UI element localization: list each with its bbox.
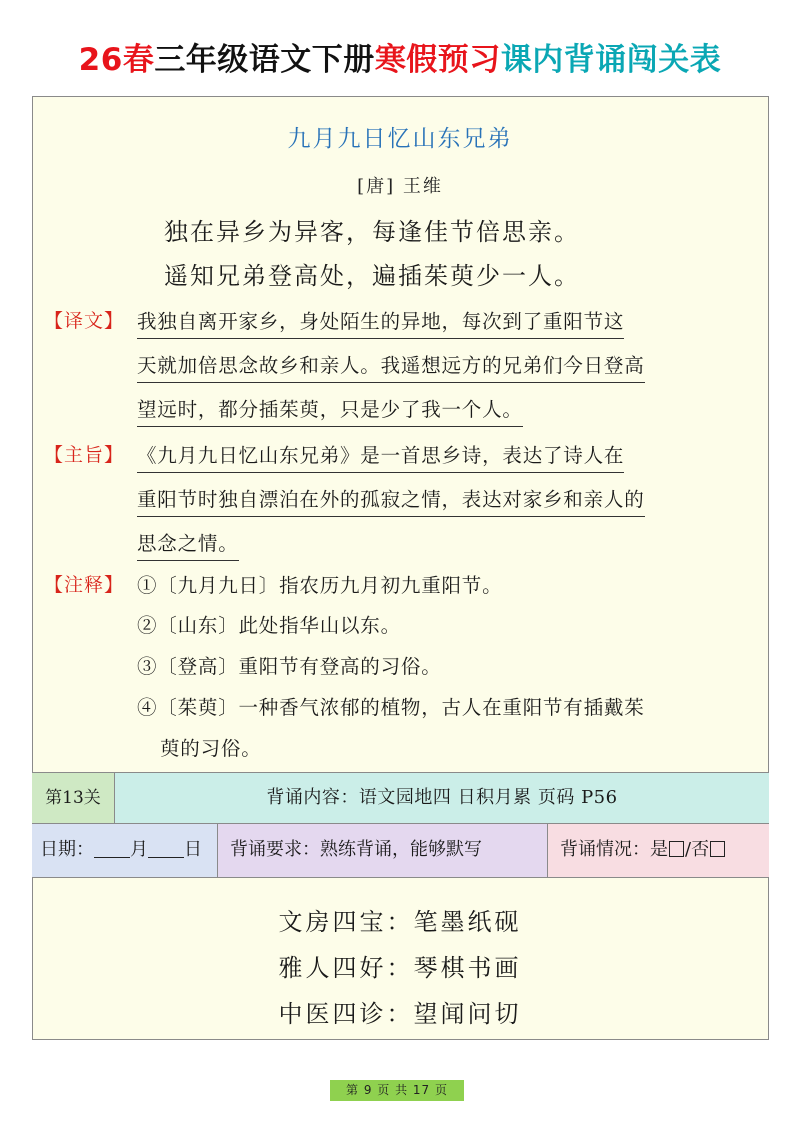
record-row — [32, 824, 769, 878]
day-blank[interactable] — [148, 838, 184, 858]
translation-label: 【译文】 — [44, 310, 125, 332]
month-blank[interactable] — [94, 838, 130, 858]
recite-content: 背诵内容：语文园地四 日积月累 页码 P56 — [115, 773, 769, 823]
date-field[interactable] — [32, 824, 218, 877]
translation-line: 天就加倍思念故乡和亲人。我遥想远方的兄弟们今日登高 — [137, 351, 645, 383]
status-yes-label: 背诵情况：是 — [560, 839, 668, 860]
theme-label: 【主旨】 — [44, 444, 125, 466]
theme-line: 思念之情。 — [137, 529, 239, 561]
yes-checkbox[interactable] — [669, 841, 684, 857]
translation-line: 我独自离开家乡，身处陌生的异地，每次到了重阳节这 — [137, 307, 624, 339]
no-checkbox[interactable] — [710, 841, 725, 857]
title-grade: 三年级语文下册 — [154, 42, 375, 78]
recite-requirement: 背诵要求：熟练背诵，能够默写 — [218, 824, 548, 877]
note-item: ④〔茱萸〕一种香气浓郁的植物，古人在重阳节有插戴茱 — [137, 696, 645, 719]
poem-line: 遥知兄弟登高处，遍插茱萸少一人。 — [164, 262, 580, 290]
theme-line: 重阳节时独自漂泊在外的孤寂之情，表达对家乡和亲人的 — [137, 485, 645, 517]
title-season: 春 — [122, 42, 155, 78]
task-row — [32, 772, 769, 824]
extra-line: 中医四诊：望闻问切 — [278, 1000, 522, 1028]
poem-title: 九月九日忆山东兄弟 — [287, 126, 513, 152]
notes-label: 【注释】 — [44, 574, 125, 596]
status-no-label: /否 — [685, 839, 710, 860]
note-continuation: 萸的习俗。 — [160, 737, 262, 760]
translation-text — [137, 300, 751, 432]
theme-text — [137, 434, 751, 566]
note-item: ①〔九月九日〕指农历九月初九重阳节。 — [137, 574, 503, 597]
note-item: ③〔登高〕重阳节有登高的习俗。 — [137, 655, 442, 678]
recite-status — [548, 824, 769, 877]
translation-line: 望远时，都分插茱萸，只是少了我一个人。 — [137, 395, 523, 427]
poem-author: [唐] 王维 — [357, 176, 443, 197]
extra-line: 雅人四好：琴棋书画 — [278, 954, 522, 982]
day-label: 日 — [184, 839, 202, 860]
note-item: ②〔山东〕此处指华山以东。 — [137, 614, 401, 637]
extra-line: 文房四宝：笔墨纸砚 — [278, 908, 522, 936]
month-label: 月 — [130, 839, 148, 860]
title-number: 26 — [78, 42, 123, 78]
poem-line: 独在异乡为异客，每逢佳节倍思亲。 — [164, 218, 580, 246]
title-preview: 寒假预习 — [374, 42, 501, 78]
page-number: 第 9 页 共 17 页 — [330, 1080, 464, 1101]
theme-line: 《九月九日忆山东兄弟》是一首思乡诗，表达了诗人在 — [137, 441, 624, 473]
page-title — [0, 34, 800, 79]
date-label: 日期： — [40, 839, 94, 860]
level-badge: 第13关 — [32, 773, 115, 823]
title-table: 课内背诵闯关表 — [500, 42, 722, 78]
